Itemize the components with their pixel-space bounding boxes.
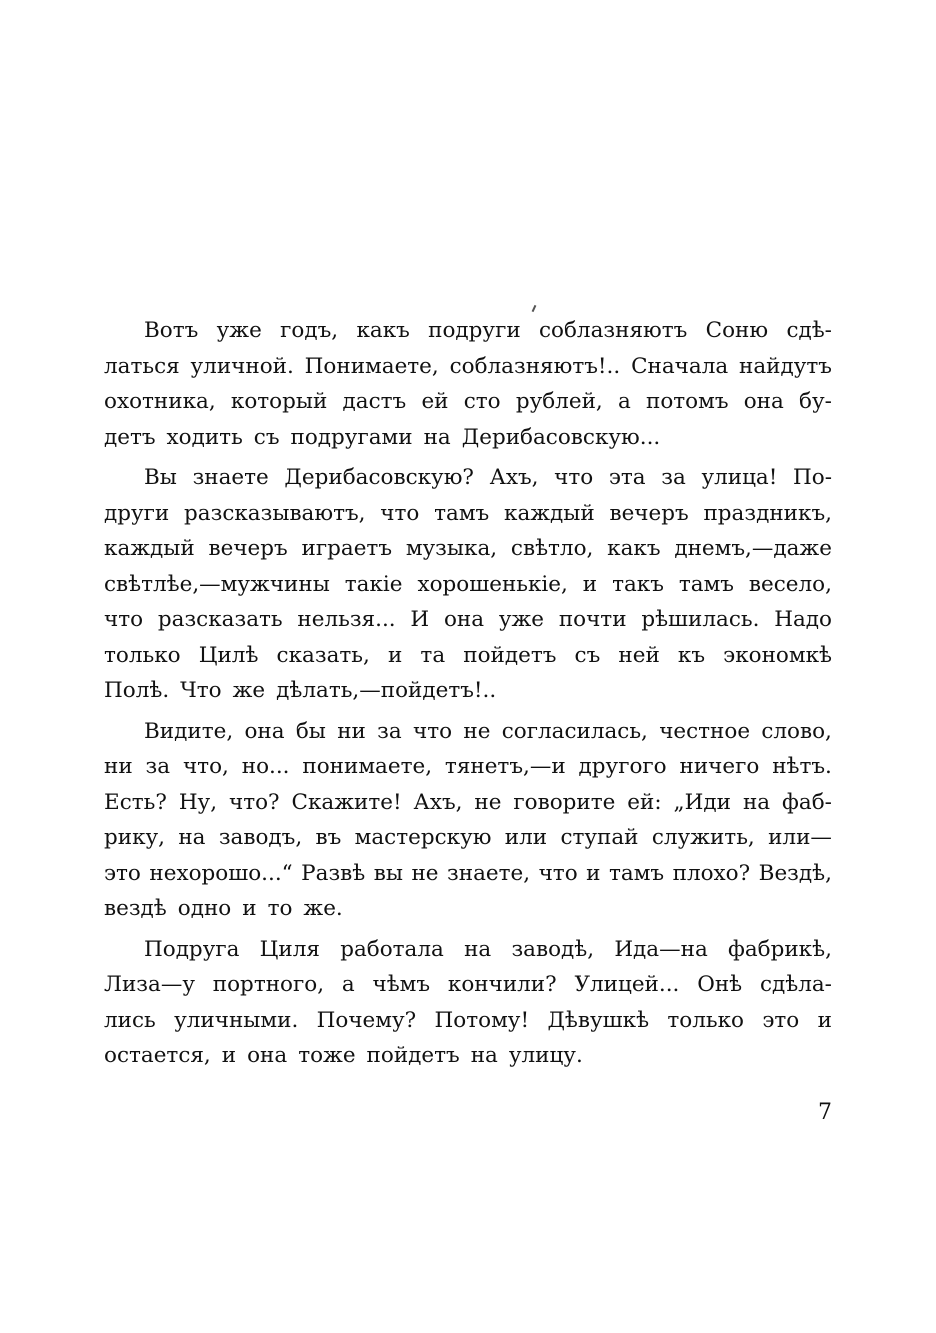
text-line: только Цилѣ сказать, и та пойдетъ съ ней къ экономкѣ	[104, 642, 832, 668]
text-line: это нехорошо...“ Развѣ вы не знаете, что и тамъ плохо? Вездѣ,	[104, 860, 832, 886]
text-line: Видите, она бы ни за что не согласилась, честное слово,	[144, 718, 832, 744]
text-line: Подруга Циля работала на заводѣ, Ида—на фабрикѣ,	[144, 936, 832, 962]
body-text	[104, 313, 832, 1074]
text-line: Вы знаете Дерибасовскую? Ахъ, что эта за улица! По-	[144, 465, 832, 490]
text-line: вездѣ одно и то же.	[104, 896, 343, 921]
text-line: детъ ходить съ подругами на Дерибасовскую...	[104, 424, 661, 450]
text-line: охотника, который дастъ ей сто рублей, а потомъ она бу-	[104, 389, 832, 414]
text-line: каждый вечеръ играетъ музыка, свѣтло, какъ днемъ,—даже	[104, 536, 832, 561]
text-line: други разсказываютъ, что тамъ каждый вечеръ праздникъ,	[104, 500, 832, 526]
text-line: лись уличными. Почему? Потому! Дѣвушкѣ только это и	[104, 1007, 832, 1033]
text-line: латься уличной. Понимаете, соблазняютъ!.. Сначала найдутъ	[104, 353, 832, 379]
text-line: остается, и она тоже пойдетъ на улицу.	[104, 1043, 583, 1068]
text-line: Лиза—у портного, а чѣмъ кончили? Улицей... Онѣ сдѣла-	[104, 972, 832, 997]
text-line: что разсказать нельзя... И она уже почти рѣшилась. Надо	[104, 607, 832, 632]
text-line: Вотъ уже годъ, какъ подруги соблазняютъ Соню сдѣ-	[144, 318, 832, 343]
text-line: Есть? Ну, что? Скажите! Ахъ, не говорите ей: „Иди на фаб-	[104, 789, 832, 815]
ink-speck	[532, 305, 537, 312]
text-line: Полѣ. Что же дѣлать,—пойдетъ!..	[104, 678, 497, 703]
text-line: рику, на заводъ, въ мастерскую или ступай служить, или—	[104, 825, 832, 850]
text-line: ни за что, но... понимаете, тянетъ,—и другого ничего нѣтъ.	[104, 754, 832, 779]
page-number: 7	[818, 1100, 832, 1125]
text-line: свѣтлѣе,—мужчины такіе хорошенькіе, и такъ тамъ весело,	[104, 571, 832, 597]
